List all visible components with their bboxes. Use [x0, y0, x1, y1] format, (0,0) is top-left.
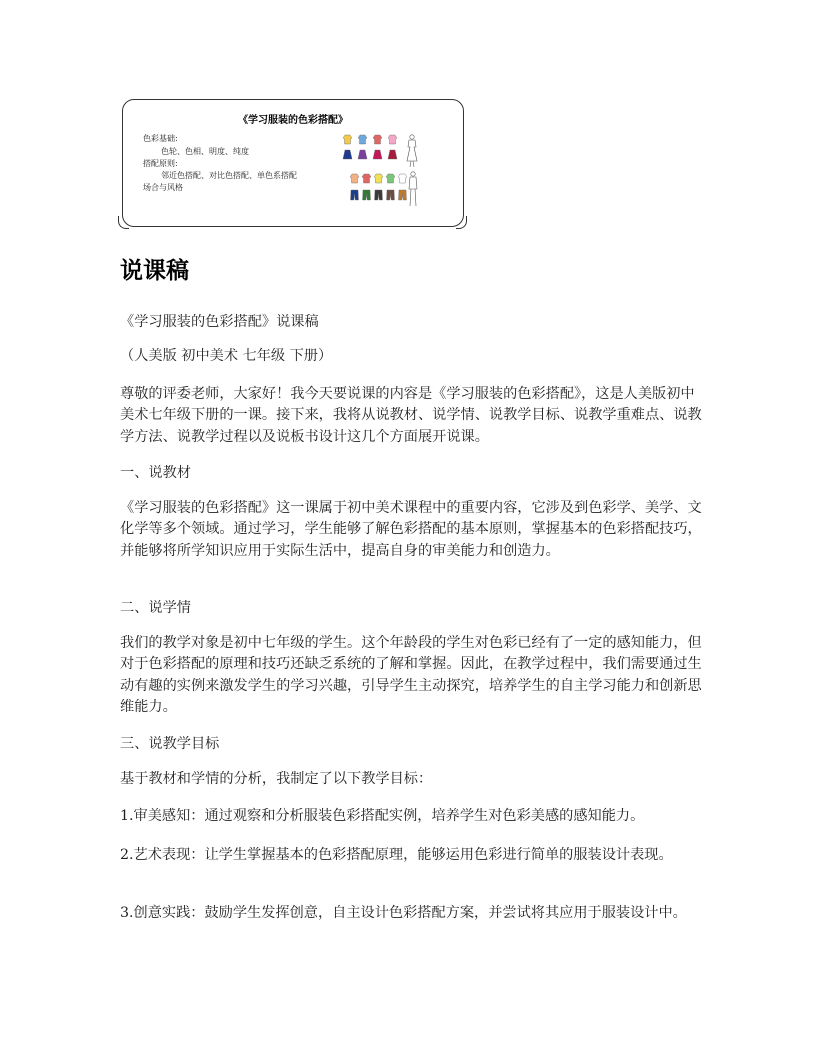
shirt-row2-1: [350, 174, 359, 183]
pants-row2-1: [351, 190, 359, 200]
objective-item-2: 2.艺术表现：让学生掌握基本的色彩搭配原理，能够运用色彩进行简单的服装设计表现。: [120, 847, 673, 863]
board-title: 《学习服装的色彩搭配》: [238, 115, 348, 126]
doc-edition-note: （人美版 初中美术 七年级 下册）: [120, 348, 333, 364]
board-line-occasion-style: 场合与风格: [143, 183, 183, 192]
objectives-intro: 基于教材和学情的分析，我制定了以下教学目标：: [120, 771, 433, 787]
skirt-row1-3: [373, 150, 382, 159]
board-line-color-terms: 色轮、色相、明度、纯度: [161, 147, 249, 156]
board-line-principles: 搭配原则:: [143, 159, 178, 168]
students-paragraph: 我们的教学对象是初中七年级的学生。这个年龄段的学生对色彩已经有了一定的感知能力，但对于色彩搭配的原理和技巧还缺乏系统的了解和掌握。因此，在教学过程中，我们需要通过生动有趣的实例来激发学生的学习兴趣，引导学生主动探究，培养学生的自主学习能力和创新思维能力。: [120, 635, 702, 715]
board-line-color-basics: 色彩基础:: [143, 134, 178, 143]
shirt-row2-2: [362, 174, 371, 183]
page-title: 说课稿: [120, 258, 189, 284]
pants-row2-2: [363, 190, 371, 200]
board-curl-left: [118, 216, 129, 229]
mannequin-figure-1: [407, 135, 417, 167]
shirt-row1-1: [343, 135, 352, 144]
section-heading-textbook: 一、说教材: [120, 465, 191, 481]
clothing-illustration: [341, 133, 419, 211]
skirt-row1-1: [343, 150, 352, 159]
board-line-principle-types: 邻近色搭配、对比色搭配、单色系搭配: [161, 171, 297, 180]
doc-subtitle: 《学习服装的色彩搭配》说课稿: [120, 314, 319, 330]
shirt-row1-2: [358, 135, 367, 144]
lesson-board-figure: [122, 99, 464, 227]
skirt-row1-2: [358, 150, 367, 159]
intro-paragraph: 尊敬的评委老师，大家好！我今天要说课的内容是《学习服装的色彩搭配》，这是人美版初中美术七年级下册的一课。接下来，我将从说教材、说学情、说教学目标、说教学重难点、说教学方法、说教学过程以及说板书设计这几个方面展开说课。: [120, 386, 702, 445]
pants-row2-4: [387, 190, 395, 200]
shirt-row2-4: [386, 174, 395, 183]
section-heading-students: 二、说学情: [120, 600, 191, 616]
shirt-row2-5: [398, 174, 407, 183]
objective-item-1: 1.审美感知：通过观察和分析服装色彩搭配实例，培养学生对色彩美感的感知能力。: [120, 808, 645, 824]
pants-row2-5: [399, 190, 407, 200]
section-heading-objectives: 三、说教学目标: [120, 736, 220, 752]
pants-row2-3: [375, 190, 383, 200]
outfit-row-2: [350, 174, 407, 200]
skirt-row1-4: [388, 150, 397, 159]
mannequin-figure-2: [409, 172, 417, 206]
objective-item-3: 3.创意实践：鼓励学生发挥创意，自主设计色彩搭配方案，并尝试将其应用于服装设计中。: [120, 905, 687, 921]
shirt-row2-3: [374, 174, 383, 183]
textbook-paragraph: 《学习服装的色彩搭配》这一课属于初中美术课程中的重要内容，它涉及到色彩学、美学、文化学等多个领域。通过学习，学生能够了解色彩搭配的基本原则，掌握基本的色彩搭配技巧，并能够将所学知识应用于实际生活中，提高自身的审美能力和创造力。: [120, 500, 702, 559]
shirt-row1-3: [373, 135, 382, 144]
board-curl-right: [456, 216, 467, 229]
outfit-row-1: [343, 135, 397, 159]
shirt-row1-4: [388, 135, 397, 144]
